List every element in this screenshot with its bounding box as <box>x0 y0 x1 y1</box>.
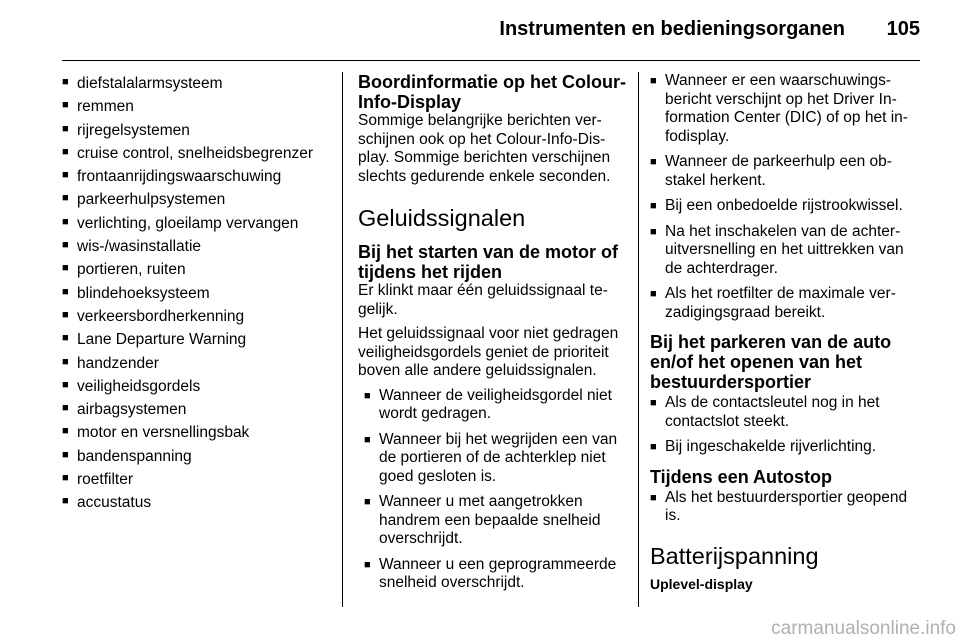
list-item: ■ handzender <box>62 352 334 375</box>
section-heading-batterijspanning: Batterijspanning <box>650 542 819 569</box>
list-item: ■ rijregelsystemen <box>62 119 334 142</box>
list-item: ■ wis-/wasinstallatie <box>62 235 334 258</box>
column-1 <box>62 72 334 515</box>
list-item: ■ verlichting, gloeilamp vervangen <box>62 212 334 235</box>
header-rule <box>62 60 920 61</box>
list-item: ■ bandenspanning <box>62 445 334 468</box>
list-item: ■ blindehoeksysteem <box>62 282 334 305</box>
section-heading-colour-info: Boordinformatie op het Colour-Info-Display <box>358 72 626 112</box>
list-item: ■ motor en versnellingsbak <box>62 421 334 444</box>
list-item: ■ Wanneer u met aangetrokken handrem een bepaalde snelheid overschrijdt. <box>364 493 626 549</box>
column-divider-2 <box>638 72 639 607</box>
topic-list <box>62 72 334 515</box>
subsection-heading-starten: Bij het starten van de motor of tijdens het rijden <box>358 242 619 282</box>
signal-list <box>358 387 626 593</box>
list-item: ■ Wanneer de parkeerhulp een obstakel herkent. <box>650 153 925 190</box>
list-item: ■ Lane Departure Warning <box>62 328 334 351</box>
paragraph: Sommige belangrijke berichten verschijnen ook op het Colour-Info-Display. Sommige berichten verschijnen slechts gedurende enkele seconden. <box>358 112 611 185</box>
list-item: ■ Wanneer u een geprogrammeerde snelheid overschrijdt. <box>364 556 626 593</box>
subsection-heading-autostop: Tijdens een Autostop <box>650 466 833 487</box>
page-header <box>0 0 960 62</box>
list-item: ■ Als het roetfilter de maximale verzadigingsgraad bereikt. <box>650 285 925 322</box>
subheading-uplevel-display: Uplevel-display <box>650 575 753 592</box>
list-item: ■ remmen <box>62 95 334 118</box>
list-item: ■ veiligheidsgordels <box>62 375 334 398</box>
list-item: ■ accustatus <box>62 491 334 514</box>
paragraph: Het geluidssignaal voor niet gedragen veiligheidsgordels geniet de prioriteit boven alle andere geluidssignalen. <box>358 325 619 379</box>
signal-list-continued <box>650 72 925 322</box>
list-item: ■ Wanneer er een waarschuwingsbericht verschijnt op het Driver Information Center (DIC) of op het infodisplay. <box>650 72 925 146</box>
page-title: Instrumenten en bedieningsorganen <box>499 18 845 40</box>
list-item: ■ Na het inschakelen van de achteruitversnelling en het uittrekken van de achterdrager. <box>650 223 925 279</box>
list-item: ■ Als de contactsleutel nog in het contactslot steekt. <box>650 394 925 431</box>
list-item: ■ Bij een onbedoelde rijstrookwissel. <box>650 197 925 216</box>
list-item: ■ Wanneer de veiligheidsgordel niet wordt gedragen. <box>364 387 626 424</box>
list-item: ■ parkeerhulpsystemen <box>62 188 334 211</box>
list-item: ■ airbagsystemen <box>62 398 334 421</box>
page-number: 105 <box>886 18 920 40</box>
list-item: ■ portieren, ruiten <box>62 258 334 281</box>
column-2 <box>358 72 626 600</box>
list-item: ■ diefstalalarmsysteem <box>62 72 334 95</box>
watermark-text: carmanualsonline.info <box>771 618 956 639</box>
list-item: ■ Wanneer bij het wegrijden een van de portieren of de achterklep niet goed gesloten is. <box>364 431 626 487</box>
list-item: ■ Als het bestuurdersportier geopend is. <box>650 489 925 526</box>
list-item: ■ verkeersbordherkenning <box>62 305 334 328</box>
subsection-heading-parkeren: Bij het parkeren van de auto en/of het openen van het bestuurdersportier <box>650 332 892 392</box>
list-item: ■ cruise control, snelheidsbegrenzer <box>62 142 334 165</box>
section-heading-geluidssignalen: Geluidssignalen <box>358 205 526 231</box>
column-divider-1 <box>342 72 343 607</box>
column-3 <box>650 72 925 592</box>
list-item: ■ frontaanrijdingswaarschuwing <box>62 165 334 188</box>
paragraph: Er klinkt maar één geluidssignaal tegelijk. <box>358 282 608 318</box>
autostop-list <box>650 489 925 526</box>
parking-list <box>650 394 925 457</box>
list-item: ■ roetfilter <box>62 468 334 491</box>
list-item: ■ Bij ingeschakelde rijverlichting. <box>650 438 925 457</box>
